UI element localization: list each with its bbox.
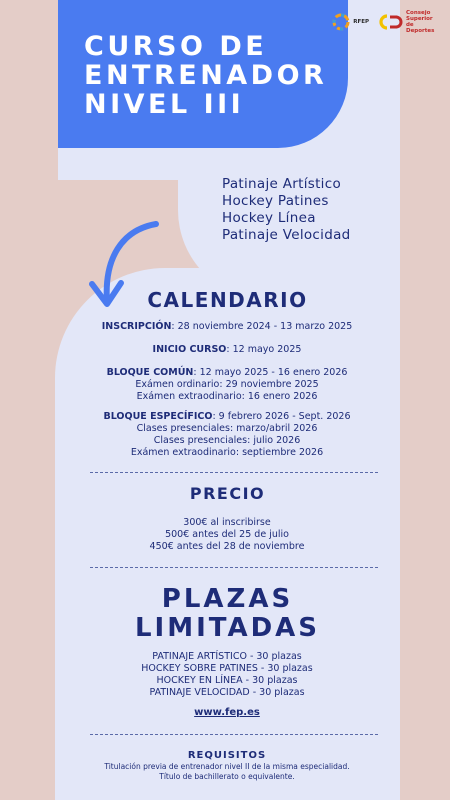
- bloque-especifico-line: Clases presenciales: julio 2026: [153, 435, 301, 446]
- specialty-item: Patinaje Artístico: [222, 176, 342, 192]
- title-line-1: CURSO DE: [84, 31, 268, 62]
- csd-text-1: Consejo: [406, 10, 431, 16]
- bloque-comun-value: : 12 mayo 2025 - 16 enero 2026: [193, 367, 348, 378]
- bloque-especifico-value: : 9 febrero 2026 - Sept. 2026: [212, 411, 351, 422]
- plazas-line: PATINAJE VELOCIDAD - 30 plazas: [149, 687, 305, 698]
- rfep-ring-icon: [332, 13, 350, 31]
- plazas-title-2: LIMITADAS: [134, 613, 321, 643]
- bloque-comun-line: Exámen ordinario: 29 noviembre 2025: [135, 379, 319, 390]
- inscripcion-value: : 28 noviembre 2024 - 13 marzo 2025: [171, 321, 353, 332]
- inicio-value: : 12 mayo 2025: [226, 344, 302, 355]
- separator-1: [90, 472, 378, 473]
- specialty-item: Hockey Línea: [222, 210, 316, 226]
- precio-line: 300€ al inscribirse: [183, 517, 271, 528]
- plazas-title-1: PLAZAS: [161, 584, 294, 614]
- website-link[interactable]: www.fep.es: [194, 707, 260, 718]
- separator-3: [90, 734, 378, 735]
- bloque-comun-label: BLOQUE COMÚN: [106, 367, 194, 378]
- rfep-logo-text: RFEP: [353, 19, 369, 26]
- logos: [332, 10, 440, 34]
- bloque-especifico-label: BLOQUE ESPECÍFICO: [103, 411, 213, 422]
- requisitos-line: Titulación previa de entrenador nivel II de la misma especialidad.: [104, 762, 350, 771]
- inscripcion-row: [60, 320, 394, 333]
- csd-logo: [379, 10, 440, 34]
- requisitos-line: Título de bachillerato o equivalente.: [159, 772, 295, 781]
- specialty-item: Patinaje Velocidad: [222, 227, 351, 243]
- inicio-row: [60, 343, 394, 356]
- csd-logo-text: [406, 10, 440, 34]
- calendario-title: CALENDARIO: [147, 288, 308, 312]
- bloque-comun-line: Exámen extraodinario: 16 enero 2026: [136, 391, 318, 402]
- separator-2: [90, 567, 378, 568]
- plazas-line: PATINAJE ARTÍSTICO - 30 plazas: [152, 651, 302, 662]
- website-row: [60, 706, 394, 719]
- title-line-3: NIVEL III: [84, 89, 245, 120]
- precio-line: 450€ antes del 28 de noviembre: [149, 541, 305, 552]
- csd-text-3: de Deportes: [406, 22, 435, 35]
- precio-line: 500€ antes del 25 de julio: [165, 529, 289, 540]
- csd-text-2: Superior: [406, 16, 433, 23]
- specialty-item: Hockey Patines: [222, 193, 329, 209]
- csd-mark-icon: [379, 14, 403, 30]
- inicio-label: INICIO CURSO: [152, 344, 227, 355]
- rfep-logo: [332, 13, 369, 31]
- bloque-especifico-line: Exámen extraodinario: septiembre 2026: [130, 447, 324, 458]
- plazas-line: HOCKEY EN LÍNEA - 30 plazas: [156, 675, 298, 686]
- specialties-list: [222, 176, 351, 244]
- bloque-especifico-line: Clases presenciales: marzo/abril 2026: [136, 423, 318, 434]
- precio-title: PRECIO: [189, 484, 266, 503]
- plazas-line: HOCKEY SOBRE PATINES - 30 plazas: [141, 663, 313, 674]
- requisitos-title: REQUISITOS: [187, 750, 267, 761]
- title-line-2: ENTRENADOR: [84, 60, 328, 91]
- inscripcion-label: INSCRIPCIÓN: [101, 321, 172, 332]
